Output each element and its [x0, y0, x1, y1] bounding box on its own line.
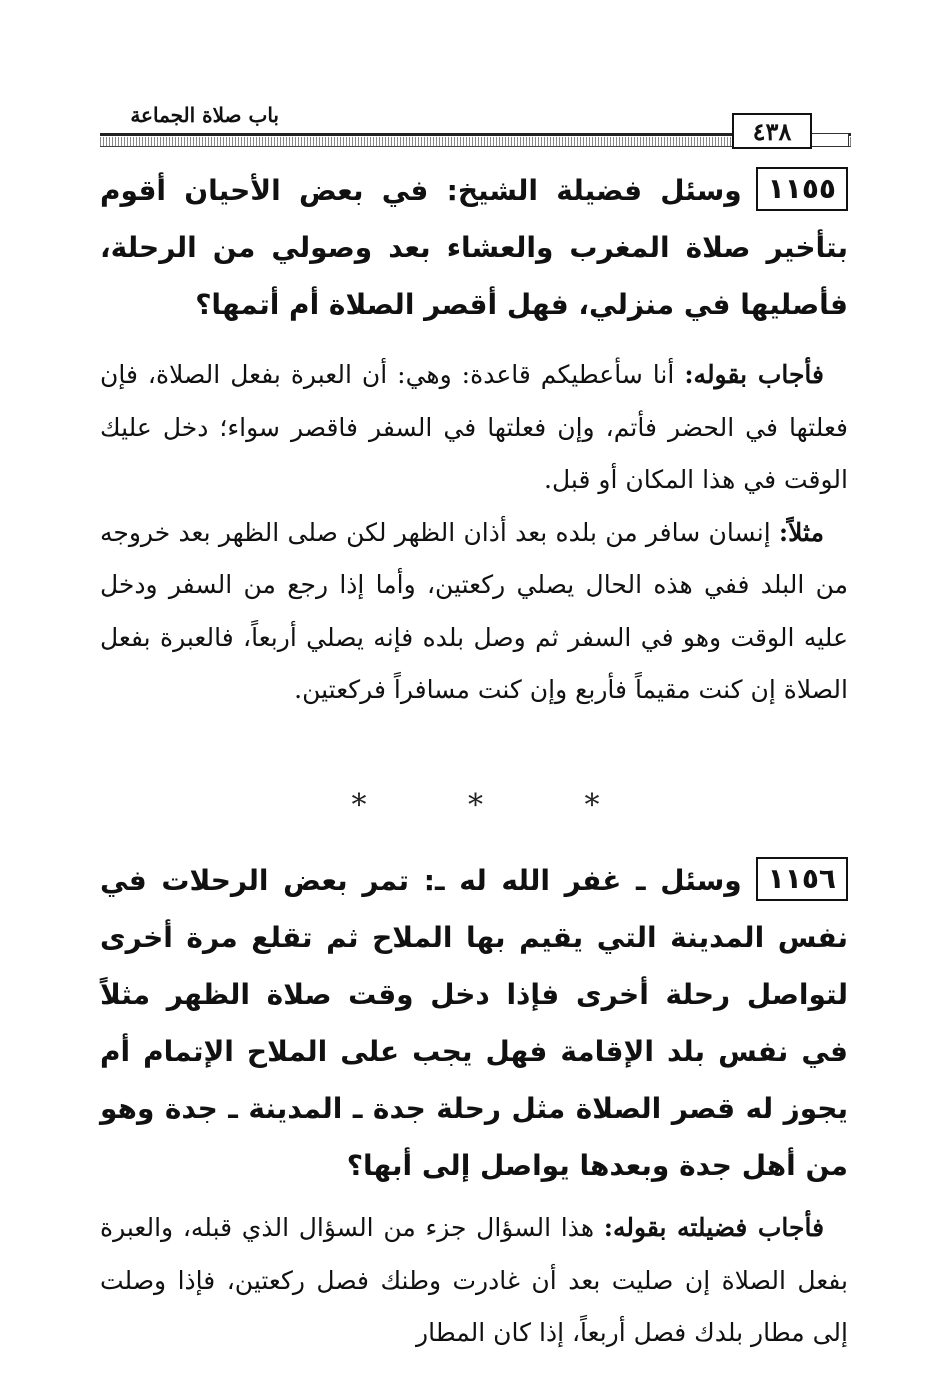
example-text-1155: إنسان سافر من بلده بعد أذان الظهر لكن صلى الظهر بعد خروجه من البلد ففي هذه الحال يصلي ركعتين، وأما إذا رجع من السفر ودخل عليه الوقت وهو في السفر ثم وصل بلده فإنه يصلي أربعاً، فالعبرة بفعل الصلاة إن كنت مقيماً فأربع وإن كنت مسافراً فركعتين. — [100, 517, 848, 704]
example-lead-1155: مثلاً: — [778, 517, 824, 547]
section-separator: * * * — [351, 788, 646, 823]
page-number: ٤٣٨ — [732, 113, 812, 149]
question-text-1155: وسئل فضيلة الشيخ: في بعض الأحيان أقوم بتأخير صلاة المغرب والعشاء بعد وصولي من الرحلة، فأصليها في منزلي، فهل أقصر الصلاة أم أتمها؟ — [100, 174, 848, 321]
fatwa-number-1155: ١١٥٥ — [756, 167, 848, 211]
fatwa-1156 — [100, 852, 848, 1360]
fatwa-1155 — [100, 162, 848, 717]
answer-1156 — [100, 1202, 848, 1360]
answer-text-1156: هذا السؤال جزء من السؤال الذي قبله، والعبرة بفعل الصلاة إن صليت بعد أن غادرت وطنك فصل ركعتين، فإذا وصلت إلى مطار بلدك فصل أربعاً، إذا كان المطار — [100, 1213, 848, 1347]
answer-1155 — [100, 349, 848, 507]
question-1156 — [100, 852, 848, 1194]
answer-lead-1155: فأجاب بقوله: — [684, 360, 825, 389]
answer-lead-1156: فأجاب فضيلته بقوله: — [603, 1213, 825, 1242]
question-text-1156: وسئل ـ غفر الله له ـ: تمر بعض الرحلات في نفس المدينة التي يقيم بها الملاح ثم تقلع مرة أخرى لتواصل رحلة أخرى فإذا دخل وقت صلاة الظهر مثلاً في نفس بلد الإقامة فهل يجب على الملاح الإتمام أم يجوز له قصر الصلاة مثل رحلة جدة ـ المدينة ـ جدة وهو من أهل جدة وبعدها يواصل إلى أبها؟ — [100, 864, 848, 1182]
fatwa-number-1156: ١١٥٦ — [756, 857, 848, 901]
running-title: باب صلاة الجماعة — [130, 103, 279, 127]
question-1155 — [100, 162, 848, 333]
answer-text-1155: أنا سأعطيكم قاعدة: وهي: أن العبرة بفعل الصلاة، فإن فعلتها في الحضر فأتم، وإن فعلتها في السفر فاقصر سواء؛ دخل عليك الوقت في هذا المكان أو قبل. — [100, 360, 848, 494]
page-number-tab — [812, 133, 849, 147]
example-1155 — [100, 507, 848, 717]
